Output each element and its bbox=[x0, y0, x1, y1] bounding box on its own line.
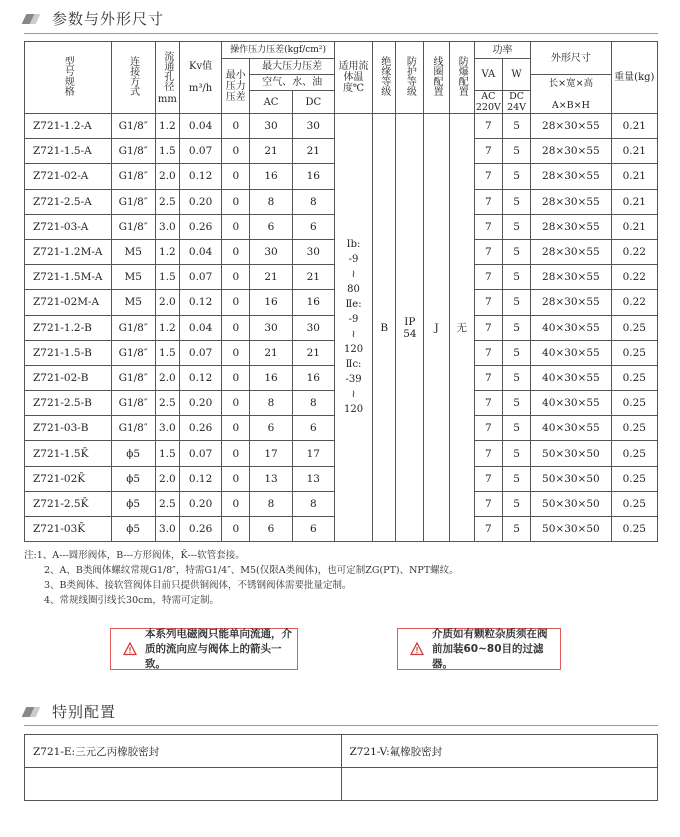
cell-ac: 30 bbox=[250, 114, 292, 139]
warning-flow-line2: 质的流向应与阀体上的箭头一致。 bbox=[145, 642, 282, 670]
section-header-params bbox=[24, 8, 164, 29]
cell-ac: 6 bbox=[250, 416, 292, 441]
cell-ac: 8 bbox=[250, 189, 292, 214]
cell-va: 7 bbox=[474, 290, 502, 315]
cell-dc: 13 bbox=[292, 466, 334, 491]
cell-insulation: B bbox=[373, 114, 396, 542]
cell-weight: 0.21 bbox=[611, 139, 657, 164]
header-insulation: 绝缘等级 bbox=[373, 42, 396, 114]
cell-kv: 0.04 bbox=[179, 114, 221, 139]
section-header-config bbox=[24, 701, 116, 722]
cell-w: 5 bbox=[502, 189, 530, 214]
cell-ac: 16 bbox=[250, 365, 292, 390]
temp-line: -9 bbox=[348, 314, 359, 326]
cell-model: Z721-03-A bbox=[25, 214, 112, 239]
cell-model: Z721-1.5-A bbox=[25, 139, 112, 164]
cell-dc: 30 bbox=[292, 239, 334, 264]
cell-w: 5 bbox=[502, 340, 530, 365]
header-model: 型号规格 bbox=[25, 42, 112, 114]
cell-dims: 50×30×50 bbox=[531, 517, 612, 542]
cell-connection: M5 bbox=[111, 290, 155, 315]
protection-line: IP bbox=[404, 315, 416, 328]
header-dc24: DC 24V bbox=[502, 91, 530, 114]
cell-model: Z721-02-A bbox=[25, 164, 112, 189]
cell-w: 5 bbox=[502, 139, 530, 164]
cell-va: 7 bbox=[474, 265, 502, 290]
cell-model: Z721-2.5-B bbox=[25, 391, 112, 416]
temp-line: Ⅰb: bbox=[346, 239, 361, 251]
cell-va: 7 bbox=[474, 416, 502, 441]
cell-min-pressure: 0 bbox=[222, 189, 250, 214]
cell-dims: 40×30×55 bbox=[531, 315, 612, 340]
cell-w: 5 bbox=[502, 265, 530, 290]
cell-bore: 1.2 bbox=[155, 315, 179, 340]
cell-kv: 0.12 bbox=[179, 164, 221, 189]
warning-box-flow bbox=[110, 628, 298, 670]
header-connection: 连接方式 bbox=[111, 42, 155, 114]
cell-dc: 8 bbox=[292, 189, 334, 214]
cell-dims: 28×30×55 bbox=[531, 265, 612, 290]
cell-dims: 28×30×55 bbox=[531, 239, 612, 264]
cell-bore: 2.0 bbox=[155, 466, 179, 491]
cell-bore: 1.5 bbox=[155, 441, 179, 466]
cell-w: 5 bbox=[502, 517, 530, 542]
header-temp: 适用流体温度℃ bbox=[334, 42, 372, 114]
cell-bore: 1.5 bbox=[155, 265, 179, 290]
config-cell-empty bbox=[341, 768, 658, 801]
cell-va: 7 bbox=[474, 214, 502, 239]
temp-line: 120 bbox=[343, 404, 364, 416]
cell-kv: 0.20 bbox=[179, 491, 221, 516]
cell-dims: 28×30×55 bbox=[531, 164, 612, 189]
cell-connection: ϕ5 bbox=[111, 517, 155, 542]
cell-model: Z721-1.2-A bbox=[25, 114, 112, 139]
cell-coil: J bbox=[424, 114, 449, 542]
cell-connection: G1/8″ bbox=[111, 315, 155, 340]
cell-connection: ϕ5 bbox=[111, 466, 155, 491]
cell-dc: 21 bbox=[292, 139, 334, 164]
cell-dc: 30 bbox=[292, 114, 334, 139]
cell-w: 5 bbox=[502, 164, 530, 189]
cell-va: 7 bbox=[474, 239, 502, 264]
warning-triangle-icon bbox=[123, 642, 137, 656]
cell-ac: 30 bbox=[250, 239, 292, 264]
header-protection: 防护等级 bbox=[396, 42, 424, 114]
header-max-pressure: 最大压力压差 bbox=[250, 59, 335, 75]
cell-protection bbox=[396, 114, 424, 542]
cell-min-pressure: 0 bbox=[222, 139, 250, 164]
temp-line: ≀ bbox=[351, 389, 356, 401]
cell-model: Z721-1.5K̄ bbox=[25, 441, 112, 466]
cell-bore: 2.5 bbox=[155, 189, 179, 214]
cell-w: 5 bbox=[502, 114, 530, 139]
cell-kv: 0.07 bbox=[179, 265, 221, 290]
cell-model: Z721-1.5-B bbox=[25, 340, 112, 365]
cell-weight: 0.22 bbox=[611, 290, 657, 315]
warning-triangle-icon bbox=[410, 642, 424, 656]
cell-min-pressure: 0 bbox=[222, 416, 250, 441]
cell-model: Z721-1.2-B bbox=[25, 315, 112, 340]
header-dims: 外形尺寸 bbox=[531, 42, 612, 75]
cell-bore: 2.5 bbox=[155, 491, 179, 516]
cell-weight: 0.25 bbox=[611, 315, 657, 340]
cell-va: 7 bbox=[474, 114, 502, 139]
cell-connection: ϕ5 bbox=[111, 441, 155, 466]
cell-model: Z721-03-B bbox=[25, 416, 112, 441]
cell-dc: 17 bbox=[292, 441, 334, 466]
cell-dc: 21 bbox=[292, 340, 334, 365]
header-ac: AC bbox=[250, 91, 292, 114]
cell-va: 7 bbox=[474, 139, 502, 164]
cell-va: 7 bbox=[474, 365, 502, 390]
cell-min-pressure: 0 bbox=[222, 391, 250, 416]
cell-ac: 8 bbox=[250, 391, 292, 416]
cell-weight: 0.25 bbox=[611, 365, 657, 390]
cell-dims: 50×30×50 bbox=[531, 491, 612, 516]
config-cell-fkm: Z721-V:氟橡胶密封 bbox=[341, 735, 658, 768]
cell-w: 5 bbox=[502, 466, 530, 491]
cell-dc: 6 bbox=[292, 214, 334, 239]
cell-w: 5 bbox=[502, 365, 530, 390]
cell-kv: 0.20 bbox=[179, 391, 221, 416]
cell-min-pressure: 0 bbox=[222, 315, 250, 340]
config-cell-empty bbox=[25, 768, 342, 801]
cell-ac: 21 bbox=[250, 265, 292, 290]
cell-min-pressure: 0 bbox=[222, 340, 250, 365]
cell-connection: G1/8″ bbox=[111, 114, 155, 139]
cell-dc: 16 bbox=[292, 290, 334, 315]
cell-min-pressure: 0 bbox=[222, 265, 250, 290]
cell-min-pressure: 0 bbox=[222, 164, 250, 189]
cell-ac: 16 bbox=[250, 164, 292, 189]
header-va: VA bbox=[474, 59, 502, 91]
temp-line: Ⅱe: bbox=[345, 299, 362, 311]
warning-box-filter bbox=[397, 628, 561, 670]
cell-min-pressure: 0 bbox=[222, 517, 250, 542]
cell-va: 7 bbox=[474, 441, 502, 466]
cell-dc: 16 bbox=[292, 365, 334, 390]
header-dims-sub: 长×宽×高 A×B×H bbox=[531, 75, 612, 114]
cell-connection: G1/8″ bbox=[111, 391, 155, 416]
cell-va: 7 bbox=[474, 491, 502, 516]
cell-ac: 30 bbox=[250, 315, 292, 340]
cell-dims: 28×30×55 bbox=[531, 139, 612, 164]
header-bore: 流通孔径 mm bbox=[155, 42, 179, 114]
cell-bore: 3.0 bbox=[155, 214, 179, 239]
cell-weight: 0.21 bbox=[611, 114, 657, 139]
cell-ac: 17 bbox=[250, 441, 292, 466]
section-marker-icon bbox=[24, 705, 42, 719]
cell-dims: 40×30×55 bbox=[531, 365, 612, 390]
cell-bore: 1.5 bbox=[155, 139, 179, 164]
header-media: 空气、水、油 bbox=[250, 75, 335, 91]
cell-weight: 0.21 bbox=[611, 189, 657, 214]
header-kv: Kv值 m³/h bbox=[179, 42, 221, 114]
cell-model: Z721-1.2M-A bbox=[25, 239, 112, 264]
cell-weight: 0.21 bbox=[611, 214, 657, 239]
cell-va: 7 bbox=[474, 315, 502, 340]
cell-kv: 0.04 bbox=[179, 239, 221, 264]
cell-ac: 6 bbox=[250, 214, 292, 239]
cell-kv: 0.07 bbox=[179, 139, 221, 164]
cell-dc: 8 bbox=[292, 491, 334, 516]
section-divider bbox=[24, 33, 658, 34]
notes bbox=[24, 548, 459, 608]
cell-dims: 28×30×55 bbox=[531, 114, 612, 139]
cell-dims: 40×30×55 bbox=[531, 391, 612, 416]
cell-model: Z721-2.5-A bbox=[25, 189, 112, 214]
cell-bore: 1.2 bbox=[155, 114, 179, 139]
cell-weight: 0.25 bbox=[611, 517, 657, 542]
cell-dc: 8 bbox=[292, 391, 334, 416]
cell-temp-range bbox=[334, 114, 372, 542]
cell-w: 5 bbox=[502, 441, 530, 466]
cell-va: 7 bbox=[474, 164, 502, 189]
cell-model: Z721-2.5K̄ bbox=[25, 491, 112, 516]
cell-dc: 6 bbox=[292, 517, 334, 542]
cell-min-pressure: 0 bbox=[222, 466, 250, 491]
cell-weight: 0.22 bbox=[611, 239, 657, 264]
cell-dc: 16 bbox=[292, 164, 334, 189]
header-explosion: 防爆配置 bbox=[449, 42, 474, 114]
cell-min-pressure: 0 bbox=[222, 214, 250, 239]
cell-ac: 16 bbox=[250, 290, 292, 315]
cell-connection: G1/8″ bbox=[111, 214, 155, 239]
cell-dims: 28×30×55 bbox=[531, 290, 612, 315]
cell-bore: 3.0 bbox=[155, 517, 179, 542]
warning-filter-line2: 前加装60~80目的过滤器。 bbox=[432, 642, 544, 670]
cell-ac: 13 bbox=[250, 466, 292, 491]
header-dc: DC bbox=[292, 91, 334, 114]
cell-weight: 0.25 bbox=[611, 391, 657, 416]
cell-bore: 2.0 bbox=[155, 290, 179, 315]
cell-va: 7 bbox=[474, 189, 502, 214]
cell-dc: 21 bbox=[292, 265, 334, 290]
cell-kv: 0.26 bbox=[179, 517, 221, 542]
cell-min-pressure: 0 bbox=[222, 491, 250, 516]
cell-kv: 0.12 bbox=[179, 365, 221, 390]
cell-bore: 3.0 bbox=[155, 416, 179, 441]
cell-kv: 0.12 bbox=[179, 466, 221, 491]
section-title: 特别配置 bbox=[52, 703, 117, 721]
temp-line: 120 bbox=[343, 344, 364, 356]
header-w: W bbox=[502, 59, 530, 91]
cell-dc: 30 bbox=[292, 315, 334, 340]
note-1: 注:1、A---圆形阀体，B---方形阀体，K̄---软管套接。 bbox=[24, 550, 245, 561]
cell-dims: 40×30×55 bbox=[531, 340, 612, 365]
spec-table bbox=[24, 41, 658, 542]
cell-connection: G1/8″ bbox=[111, 416, 155, 441]
temp-line: ≀ bbox=[351, 269, 356, 281]
cell-model: Z721-03K̄ bbox=[25, 517, 112, 542]
cell-weight: 0.25 bbox=[611, 466, 657, 491]
special-config-table bbox=[24, 734, 658, 801]
section-title: 参数与外形尺寸 bbox=[52, 10, 165, 28]
protection-line: 54 bbox=[403, 327, 417, 340]
cell-min-pressure: 0 bbox=[222, 239, 250, 264]
cell-weight: 0.25 bbox=[611, 416, 657, 441]
cell-connection: M5 bbox=[111, 265, 155, 290]
cell-dims: 50×30×50 bbox=[531, 441, 612, 466]
warning-flow-line1: 本系列电磁阀只能单向流通，介 bbox=[145, 627, 292, 640]
temp-line: 80 bbox=[347, 284, 360, 296]
cell-w: 5 bbox=[502, 239, 530, 264]
header-ac220: AC 220V bbox=[475, 91, 501, 113]
cell-connection: G1/8″ bbox=[111, 189, 155, 214]
cell-connection: M5 bbox=[111, 239, 155, 264]
temp-line: ≀ bbox=[351, 329, 356, 341]
cell-kv: 0.04 bbox=[179, 315, 221, 340]
cell-va: 7 bbox=[474, 391, 502, 416]
cell-dims: 50×30×50 bbox=[531, 466, 612, 491]
cell-kv: 0.26 bbox=[179, 214, 221, 239]
cell-w: 5 bbox=[502, 290, 530, 315]
cell-weight: 0.25 bbox=[611, 491, 657, 516]
note-3: 3、B类阀体、接软管阀体目前只提供铜阀体，不锈钢阀体需要批量定制。 bbox=[44, 580, 352, 591]
cell-dc: 6 bbox=[292, 416, 334, 441]
cell-kv: 0.07 bbox=[179, 441, 221, 466]
cell-kv: 0.20 bbox=[179, 189, 221, 214]
cell-dims: 28×30×55 bbox=[531, 214, 612, 239]
temp-line: -9 bbox=[348, 254, 359, 266]
cell-bore: 1.5 bbox=[155, 340, 179, 365]
temp-line: Ⅱc: bbox=[345, 359, 362, 371]
section-divider bbox=[24, 725, 658, 726]
cell-bore: 2.0 bbox=[155, 365, 179, 390]
cell-va: 7 bbox=[474, 517, 502, 542]
cell-connection: G1/8″ bbox=[111, 164, 155, 189]
header-pressure-group: 操作压力压差(kgf/cm²) bbox=[222, 42, 335, 59]
section-marker-icon bbox=[24, 12, 42, 26]
cell-min-pressure: 0 bbox=[222, 290, 250, 315]
cell-dims: 28×30×55 bbox=[531, 189, 612, 214]
cell-va: 7 bbox=[474, 340, 502, 365]
table-row bbox=[25, 114, 658, 139]
cell-min-pressure: 0 bbox=[222, 365, 250, 390]
cell-model: Z721-02K̄ bbox=[25, 466, 112, 491]
cell-va: 7 bbox=[474, 466, 502, 491]
cell-w: 5 bbox=[502, 416, 530, 441]
cell-explosion: 无 bbox=[449, 114, 474, 542]
cell-w: 5 bbox=[502, 315, 530, 340]
cell-kv: 0.26 bbox=[179, 416, 221, 441]
cell-model: Z721-02M-A bbox=[25, 290, 112, 315]
header-power: 功率 bbox=[474, 42, 530, 59]
cell-weight: 0.25 bbox=[611, 340, 657, 365]
cell-w: 5 bbox=[502, 491, 530, 516]
cell-kv: 0.12 bbox=[179, 290, 221, 315]
header-weight: 重量(kg) bbox=[611, 42, 657, 114]
cell-connection: G1/8″ bbox=[111, 139, 155, 164]
cell-model: Z721-1.5M-A bbox=[25, 265, 112, 290]
cell-model: Z721-02-B bbox=[25, 365, 112, 390]
cell-weight: 0.21 bbox=[611, 164, 657, 189]
cell-connection: G1/8″ bbox=[111, 340, 155, 365]
cell-weight: 0.22 bbox=[611, 265, 657, 290]
cell-bore: 1.2 bbox=[155, 239, 179, 264]
cell-ac: 8 bbox=[250, 491, 292, 516]
cell-min-pressure: 0 bbox=[222, 441, 250, 466]
cell-weight: 0.25 bbox=[611, 441, 657, 466]
note-4: 4、常规线圈引线长30cm，特需可定制。 bbox=[44, 595, 219, 606]
cell-bore: 2.5 bbox=[155, 391, 179, 416]
cell-w: 5 bbox=[502, 214, 530, 239]
cell-min-pressure: 0 bbox=[222, 114, 250, 139]
cell-w: 5 bbox=[502, 391, 530, 416]
header-coil: 线圈配置 bbox=[424, 42, 449, 114]
header-min-pressure: 最小压力压差 bbox=[222, 59, 250, 114]
cell-connection: ϕ5 bbox=[111, 491, 155, 516]
cell-ac: 21 bbox=[250, 340, 292, 365]
temp-line: -39 bbox=[345, 374, 362, 386]
cell-connection: G1/8″ bbox=[111, 365, 155, 390]
cell-dims: 40×30×55 bbox=[531, 416, 612, 441]
cell-ac: 21 bbox=[250, 139, 292, 164]
config-cell-epdm: Z721-E:三元乙丙橡胶密封 bbox=[25, 735, 342, 768]
cell-ac: 6 bbox=[250, 517, 292, 542]
warning-filter-line1: 介质如有颗粒杂质须在阀 bbox=[432, 627, 548, 640]
note-2: 2、A、B类阀体螺纹常规G1/8″，特需G1/4″、M5(仅限A类阀体)，也可定制ZG(PT)、NPT螺纹。 bbox=[44, 565, 459, 576]
cell-bore: 2.0 bbox=[155, 164, 179, 189]
cell-kv: 0.07 bbox=[179, 340, 221, 365]
